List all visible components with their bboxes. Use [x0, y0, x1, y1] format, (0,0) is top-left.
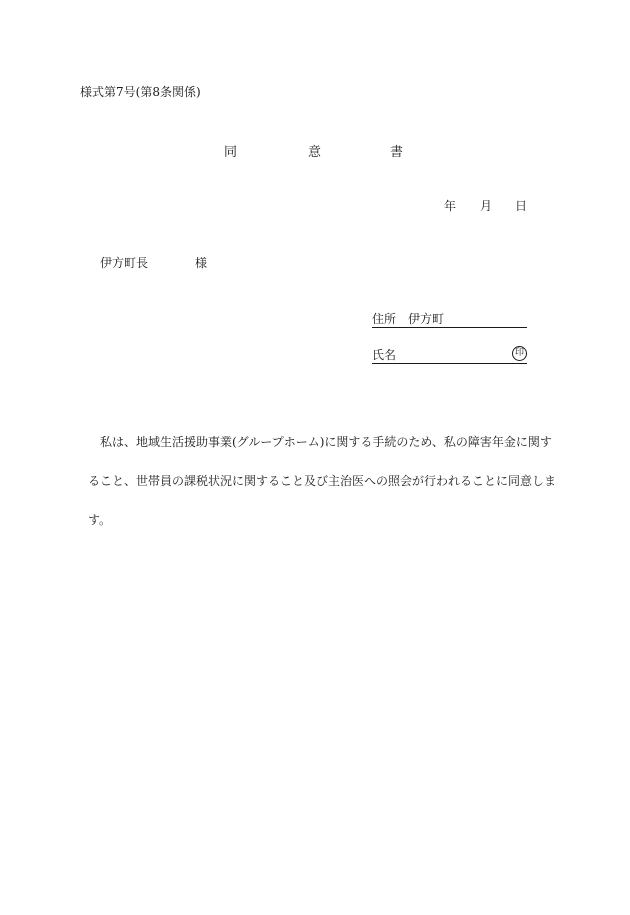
- addressee-name: 伊方町長: [100, 256, 149, 270]
- name-label: 氏名: [372, 348, 397, 362]
- title-char-1: 同: [224, 145, 238, 160]
- body-paragraph-end: [88, 511, 111, 528]
- address-value: 伊方町: [408, 312, 445, 326]
- body-line-1: 私は、地域生活援助事業(グループホーム)に関する手続のため、私の障害年金に関す: [100, 435, 552, 449]
- addressee-honorific: 様: [195, 256, 208, 270]
- body-line-2: ること、世帯員の課税状況に関すること及び主治医への照会が行われることに同意しま: [88, 474, 557, 488]
- form-number: 様式第7号(第8条関係): [80, 85, 201, 99]
- date-day-label: 日: [515, 199, 528, 213]
- title-char-3: 書: [390, 145, 404, 160]
- name-line[interactable]: [372, 346, 527, 364]
- date-year-label: 年: [444, 199, 457, 213]
- title-char-2: 意: [308, 145, 322, 160]
- body-line-3: す。: [88, 513, 112, 527]
- address-label: 住所: [372, 312, 397, 326]
- date-month-label: 月: [480, 199, 493, 213]
- body-paragraph-cont: [88, 472, 556, 489]
- body-paragraph: [100, 433, 552, 450]
- seal-mark-icon: 印: [512, 346, 527, 361]
- address-line[interactable]: [372, 310, 527, 328]
